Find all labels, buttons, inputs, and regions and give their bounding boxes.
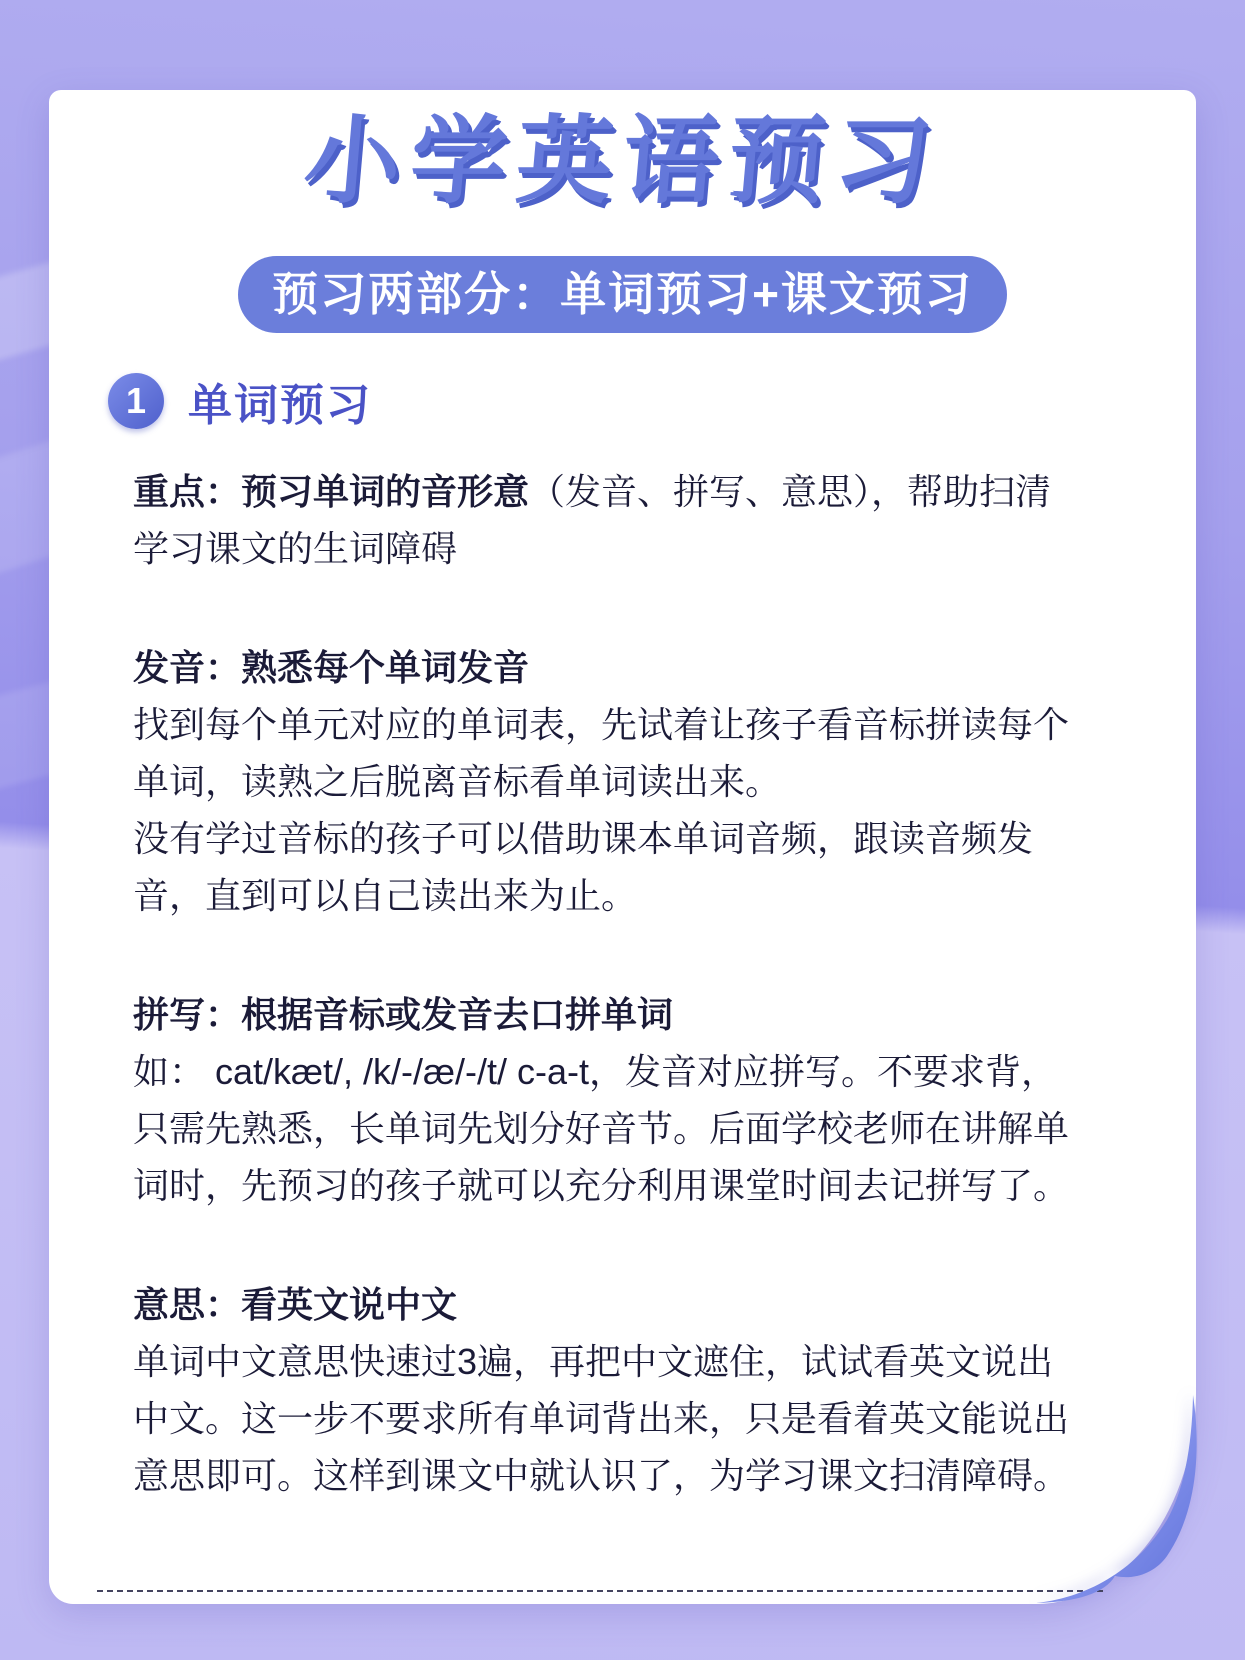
key-point-paragraph	[133, 463, 1076, 577]
dashed-divider	[97, 1590, 1103, 1592]
key-point-normal-text: （发音、拼写、意思），帮助扫清学习课文的生词障碍	[133, 471, 1052, 569]
block-paragraph: 没有学过音标的孩子可以借助课本单词音频，跟读音频发音，直到可以自己读出来为止。	[133, 818, 1034, 916]
meaning-block	[133, 1276, 1076, 1504]
subtitle-pill	[238, 256, 1007, 333]
page-curl-icon	[986, 1369, 1198, 1606]
section-title: 单词预习	[188, 381, 372, 430]
content-card	[49, 90, 1196, 1604]
key-point-bold-text: 重点：预习单词的音形意	[133, 471, 530, 512]
block-heading: 意思：看英文说中文	[133, 1284, 458, 1325]
subtitle-pill-label: 预习两部分：单词预习+课文预习	[272, 268, 973, 320]
spelling-block	[133, 986, 1076, 1214]
page-title: 小学英语预习	[299, 108, 946, 215]
section-content	[49, 463, 1196, 1504]
block-heading: 发音：熟悉每个单词发音	[133, 647, 530, 688]
block-paragraph: 单词中文意思快速过3遍，再把中文遮住，试试看英文说出中文。这一步不要求所有单词背出来，只是看着英文能说出意思即可。这样到课文中就认识了，为学习课文扫清障碍。	[133, 1341, 1070, 1496]
section-number-badge: 1	[108, 373, 164, 429]
block-paragraph: 找到每个单元对应的单词表，先试着让孩子看音标拼读每个单词，读熟之后脱离音标看单词读出来。	[133, 704, 1070, 802]
block-paragraph: 如： cat/kæt/, /k/-/æ/-/t/ c-a-t，发音对应拼写。不要求背，只需先熟悉，长单词先划分好音节。后面学校老师在讲解单词时，先预习的孩子就可以充分利用课堂时间去记拼写了。	[133, 1051, 1070, 1206]
block-heading: 拼写：根据音标或发音去口拼单词	[133, 994, 674, 1035]
section-header	[108, 369, 1196, 433]
pronunciation-block	[133, 639, 1076, 924]
